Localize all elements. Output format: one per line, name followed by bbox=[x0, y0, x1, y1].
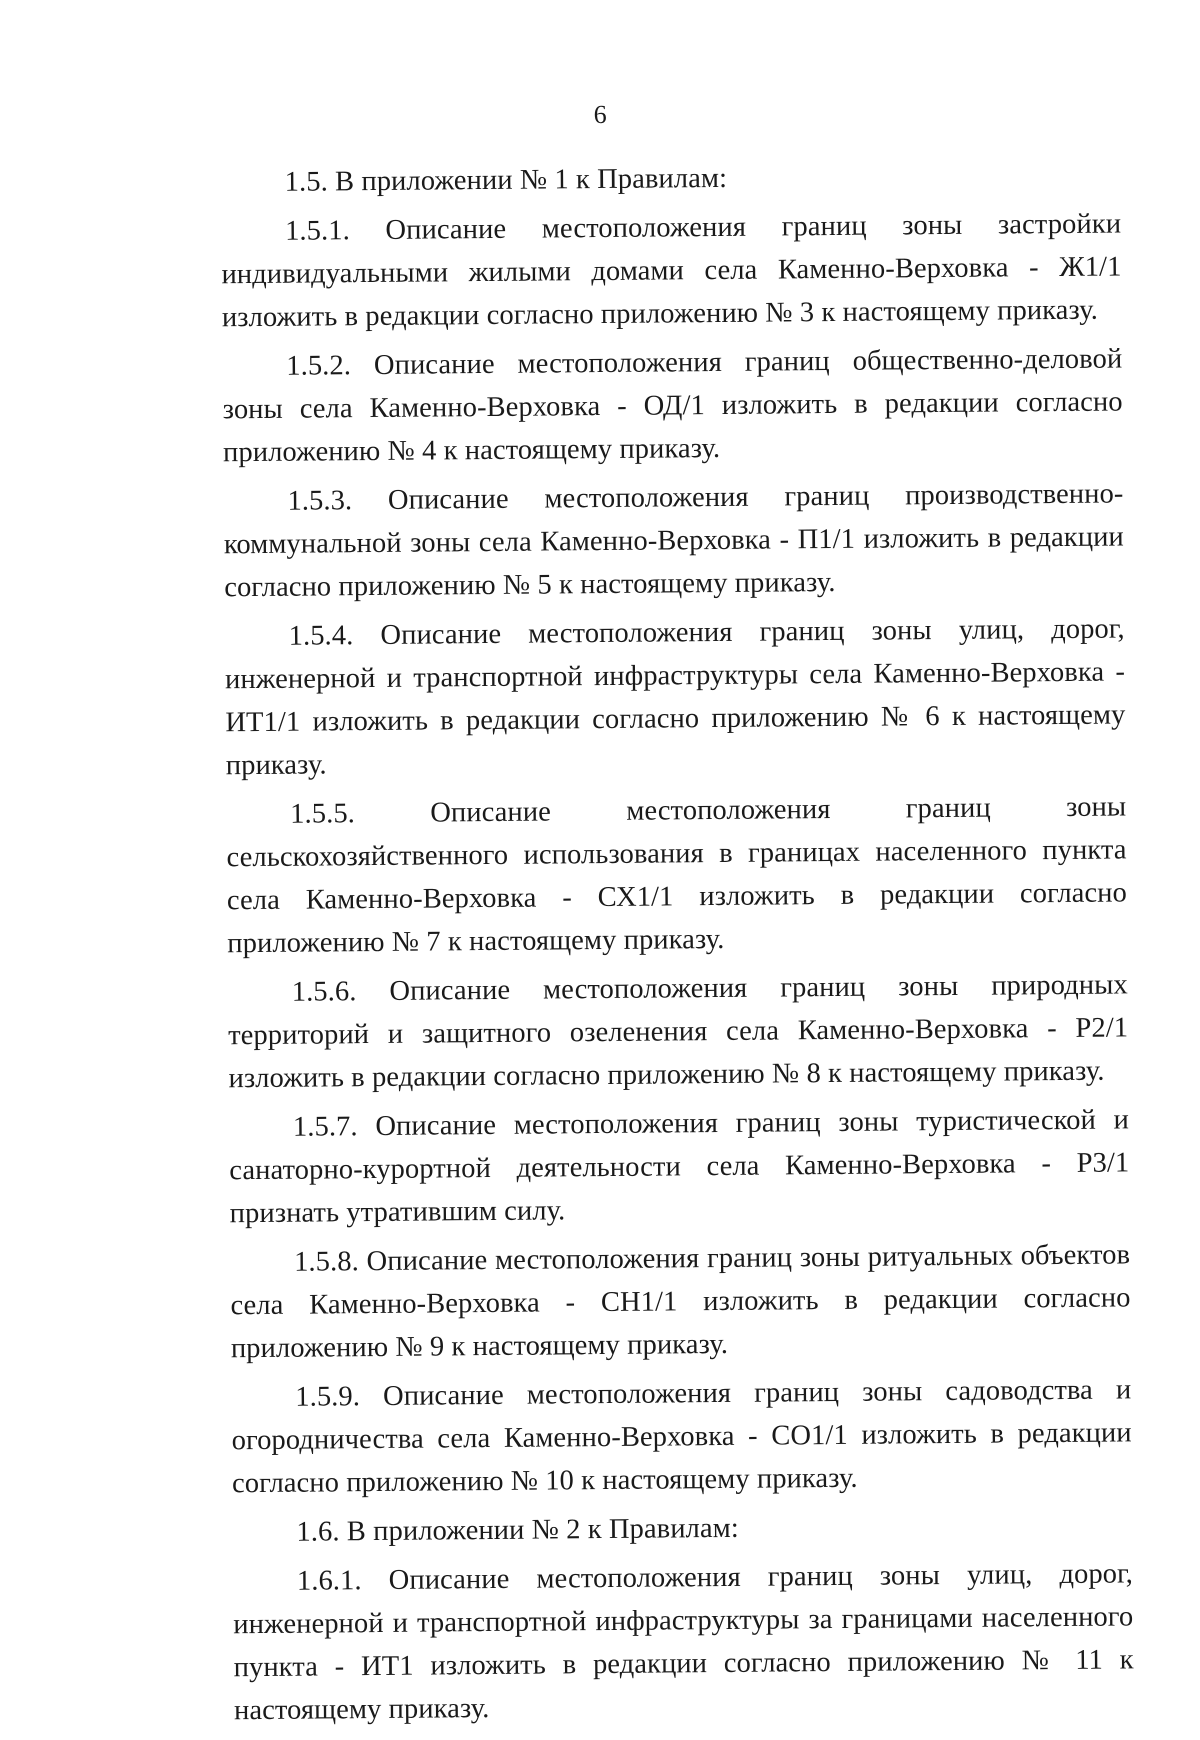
paragraph-1-5-2: 1.5.2. Описание местоположения границ общественно-деловой зоны села Каменно-Верховка - ОД/1 изложить в редакции согласно приложению № 4 к настоящему приказу. bbox=[222, 343, 1123, 469]
paragraph-1-5-6: 1.5.6. Описание местоположения границ зоны природных территорий и защитного озеленения села Каменно-Верховка - Р2/1 изложить в редакции согласно приложению № 8 к настоящему приказу. bbox=[228, 969, 1129, 1095]
paragraph-1-5-3: 1.5.3. Описание местоположения границ производственно-коммунальной зоны села Каменно-Верховка - П1/1 изложить в редакции согласно приложению № 5 к настоящему приказу. bbox=[223, 478, 1124, 604]
paragraph-1-5-9: 1.5.9. Описание местоположения границ зоны садоводства и огородничества села Каменно-Верховка - СО1/1 изложить в редакции согласно приложению № 10 к настоящему приказу. bbox=[231, 1374, 1132, 1500]
paragraph-1-5-4: 1.5.4. Описание местоположения границ зоны улиц, дорог, инженерной и транспортной инфраструктуры села Каменно-Верховка - ИТ1/1 изложить в редакции согласно приложению № 6 к настоящему приказу. bbox=[224, 613, 1126, 782]
document-body bbox=[221, 153, 1135, 1738]
paragraph-1-6-1: 1.6.1. Описание местоположения границ зоны улиц, дорог, инженерной и транспортной инфраструктуры за границами населенного пункта - ИТ1 изложить в редакции согласно приложению № 11 к настоящему приказу. bbox=[233, 1558, 1134, 1727]
paragraph-1-5-7: 1.5.7. Описание местоположения границ зоны туристической и санаторно-курортной деятельности села Каменно-Верховка - Р3/1 признать утратившим силу. bbox=[229, 1104, 1130, 1230]
page-number: 6 bbox=[593, 99, 607, 130]
paragraph-1-5-1: 1.5.1. Описание местоположения границ зоны застройки индивидуальными жилыми домами села Каменно-Верховка - Ж1/1 изложить в редакции согласно приложению № 3 к настоящему приказу. bbox=[221, 208, 1122, 334]
paragraph-1-5-5: 1.5.5. Описание местоположения границ зоны сельскохозяйственного использования в границах населенного пункта села Каменно-Верховка - СХ1/1 изложить в редакции согласно приложению № 7 к настоящему приказу. bbox=[226, 791, 1128, 960]
paragraph-1-5: 1.5. В приложении № 1 к Правилам: bbox=[284, 162, 728, 198]
paragraph-1-6: 1.6. В приложении № 2 к Правилам: bbox=[296, 1512, 739, 1548]
paragraph-1-5-8: 1.5.8. Описание местоположения границ зоны ритуальных объектов села Каменно-Верховка - СН1/1 изложить в редакции согласно приложению № 9 к настоящему приказу. bbox=[230, 1239, 1131, 1365]
